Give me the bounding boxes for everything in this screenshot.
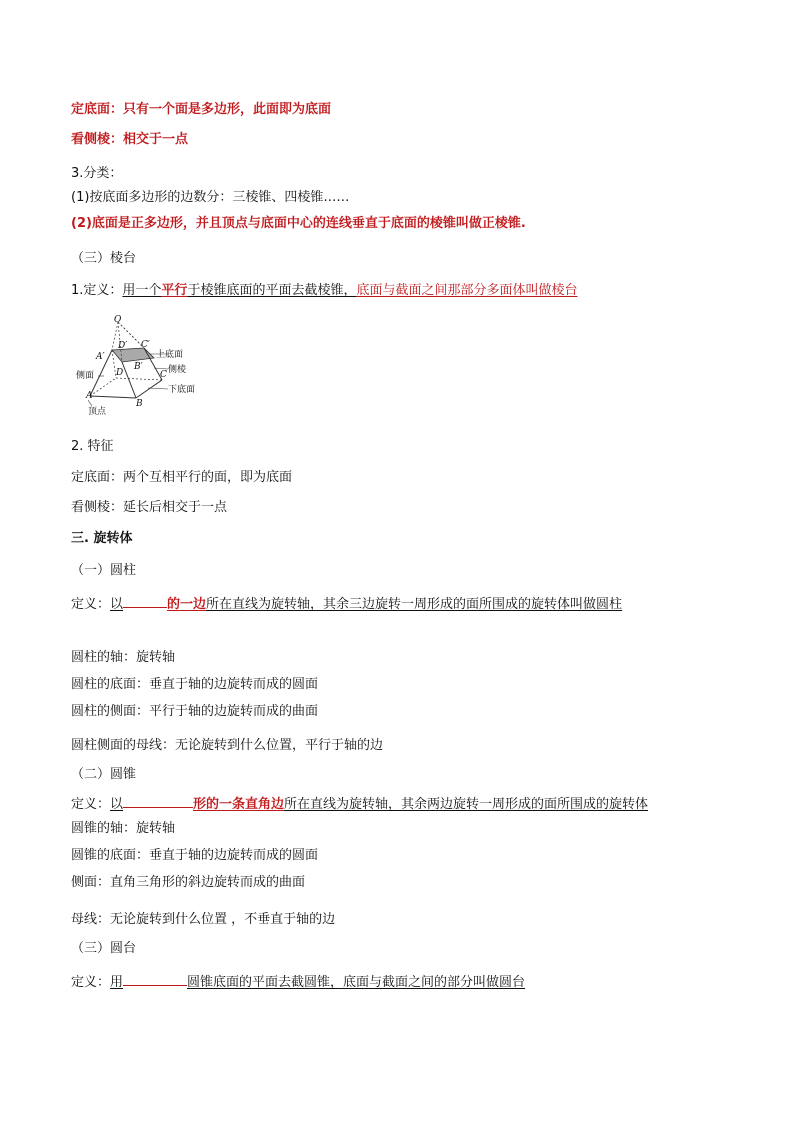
section-truncated-cone-heading: （三）圆台 bbox=[71, 941, 137, 956]
label-a: A bbox=[86, 391, 93, 401]
section-frustum-heading: （三）棱台 bbox=[71, 251, 137, 266]
cone-base: 圆锥的底面：垂直于轴的边旋转而成的圆面 bbox=[71, 848, 319, 863]
definition-part: 用 bbox=[110, 975, 124, 990]
cone-axis: 圆锥的轴：旋转轴 bbox=[71, 821, 176, 836]
cylinder-definition bbox=[71, 594, 622, 613]
label-d-prime: D′ bbox=[118, 341, 128, 351]
definition-conclusion: 底面与截面之间那部分多面体叫做棱台 bbox=[356, 283, 578, 298]
definition-label: 1.定义： bbox=[71, 283, 123, 298]
label-lower-base: 下底面 bbox=[168, 385, 196, 395]
label-d: D bbox=[116, 368, 124, 378]
cylinder-lateral-face: 圆柱的侧面：平行于轴的边旋转而成的曲面 bbox=[71, 704, 319, 719]
classification-item-2: (2)底面是正多边形，并且顶点与底面中心的连线垂直于底面的棱锥叫做正棱锥. bbox=[71, 216, 526, 231]
classification-item-1: (1)按底面多边形的边数分：三棱锥、四棱锥…… bbox=[71, 190, 350, 205]
features-heading: 2. 特征 bbox=[71, 439, 114, 454]
cone-generatrix: 母线：无论旋转到什么位置 ，不垂直于轴的边 bbox=[71, 912, 336, 927]
definition-part: 圆锥底面的平面去截圆锥，底面与截面之间的部分叫做圆台 bbox=[187, 975, 526, 990]
cone-lateral-face: 侧面：直角三角形的斜边旋转而成的曲面 bbox=[71, 875, 306, 890]
cone-definition bbox=[71, 794, 648, 813]
label-c: C bbox=[160, 370, 167, 380]
definition-part: 用一个 bbox=[122, 283, 162, 298]
cylinder-generatrix: 圆柱侧面的母线：无论旋转到什么位置，平行于轴的边 bbox=[71, 738, 384, 753]
definition-part: 于棱锥底面的平面去截棱锥， bbox=[187, 283, 357, 298]
label-vertex: 顶点 bbox=[88, 407, 107, 417]
label-upper-base: 上底面 bbox=[156, 350, 184, 360]
frustum-definition bbox=[71, 283, 577, 299]
frustum-figure bbox=[76, 312, 216, 422]
definition-part: 以 bbox=[110, 797, 124, 812]
pyramid-base-rule: 定底面：只有一个面是多边形，此面即为底面 bbox=[71, 102, 332, 117]
label-c-prime: C′ bbox=[141, 340, 150, 350]
fill-in-blank[interactable] bbox=[123, 972, 187, 986]
fill-in-blank[interactable] bbox=[123, 794, 193, 808]
definition-keyword: 的一边 bbox=[167, 597, 207, 612]
label-lateral-face: 侧面 bbox=[76, 371, 95, 381]
frustum-base-rule: 定底面：两个互相平行的面，即为底面 bbox=[71, 470, 293, 485]
fill-in-blank[interactable] bbox=[123, 594, 167, 608]
truncated-cone-definition bbox=[71, 972, 525, 991]
cylinder-axis: 圆柱的轴：旋转轴 bbox=[71, 650, 176, 665]
section-solids-of-revolution-heading: 三. 旋转体 bbox=[71, 531, 133, 546]
leader-line bbox=[148, 388, 168, 389]
label-apex: O bbox=[114, 315, 122, 325]
section-cylinder-heading: （一）圆柱 bbox=[71, 563, 137, 578]
label-b-prime: B′ bbox=[134, 362, 143, 372]
label-a-prime: A′ bbox=[96, 352, 105, 362]
cylinder-base: 圆柱的底面：垂直于轴的边旋转而成的圆面 bbox=[71, 677, 319, 692]
lower-base-hidden-edge bbox=[116, 378, 162, 380]
lower-base-edge bbox=[90, 396, 136, 398]
frustum-edge-rule: 看侧棱：延长后相交于一点 bbox=[71, 500, 228, 515]
lower-base-edge bbox=[136, 380, 162, 398]
section-cone-heading: （二）圆锥 bbox=[71, 767, 137, 782]
definition-part: 以 bbox=[110, 597, 124, 612]
definition-keyword: 形的一条直角边 bbox=[193, 797, 285, 812]
definition-part: 所在直线为旋转轴，其余三边旋转一周形成的面所围成的旋转体叫做圆柱 bbox=[206, 597, 623, 612]
pyramid-edge-rule: 看侧棱：相交于一点 bbox=[71, 132, 189, 147]
definition-part: 所在直线为旋转轴，其余两边旋转一周形成的面所围成的旋转体 bbox=[284, 797, 649, 812]
classification-heading: 3.分类： bbox=[71, 166, 123, 181]
definition-label: 定义： bbox=[71, 975, 111, 990]
definition-label: 定义： bbox=[71, 597, 111, 612]
label-lateral-edge: 侧棱 bbox=[168, 365, 187, 375]
label-b: B bbox=[136, 399, 143, 409]
definition-keyword: 平行 bbox=[161, 283, 188, 298]
definition-label: 定义： bbox=[71, 797, 111, 812]
